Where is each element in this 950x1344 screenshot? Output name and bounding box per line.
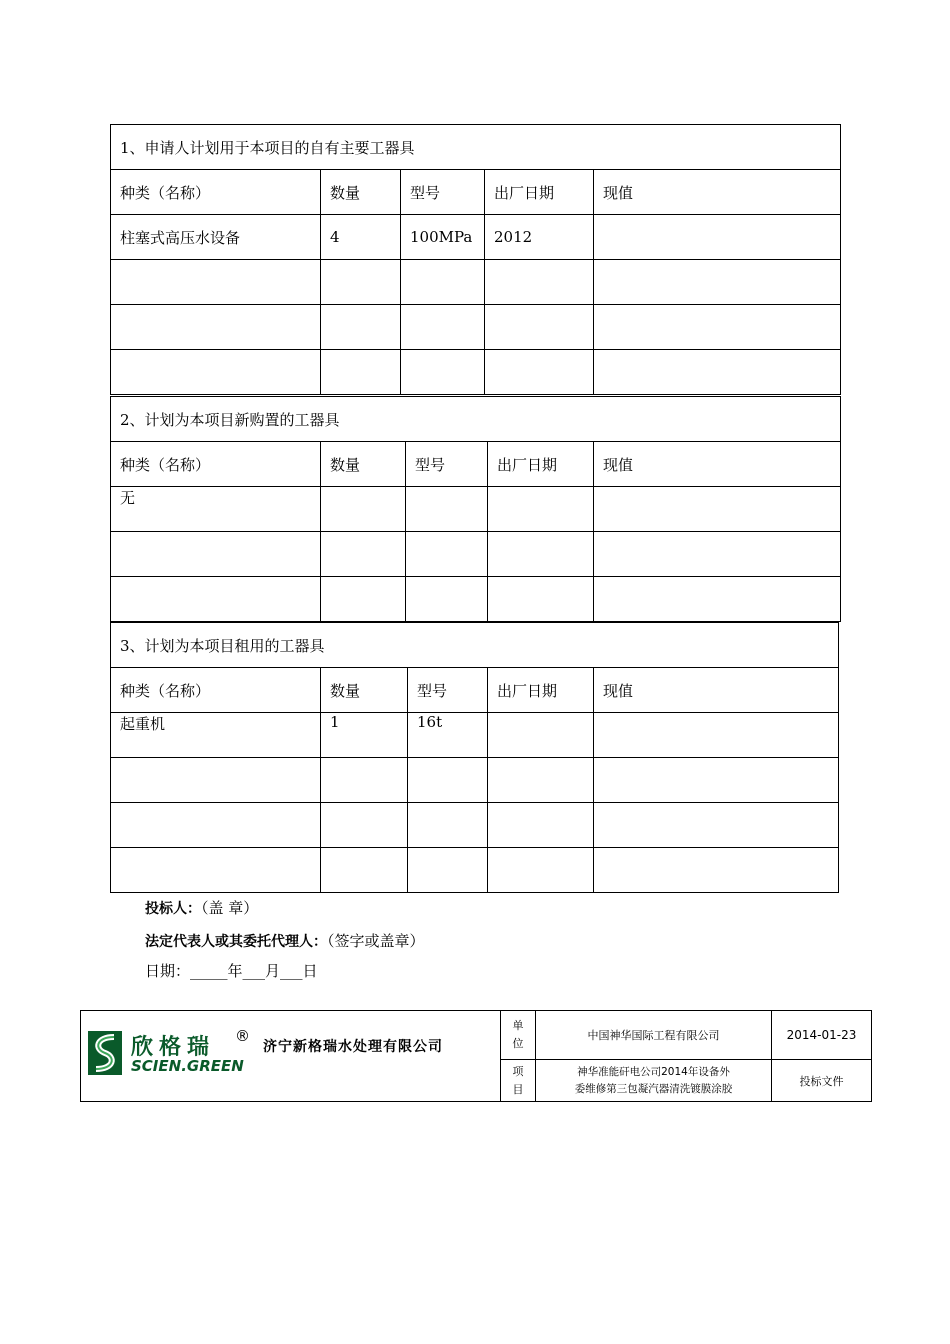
cell-date [488, 803, 594, 848]
cell-value [594, 305, 841, 350]
cell-date [488, 758, 594, 803]
header-model: 型号 [401, 170, 485, 215]
table-row [111, 803, 839, 848]
table-row [111, 758, 839, 803]
bidder-label: 投标人： [145, 901, 201, 917]
table-row [111, 260, 841, 305]
section3-title: 3、计划为本项目租用的工器具 [111, 623, 839, 668]
cell-name [111, 758, 321, 803]
table-header-row [111, 170, 841, 215]
cell-name [111, 305, 321, 350]
table-row [111, 848, 839, 893]
unit-label: 单位 [501, 1011, 536, 1060]
document-date: 2014-01-23 [772, 1011, 872, 1060]
cell-name: 无 [111, 487, 321, 532]
section3-table [110, 622, 839, 893]
header-model: 型号 [408, 668, 488, 713]
cell-model [408, 848, 488, 893]
registered-mark: ® [235, 1027, 250, 1045]
project-value-line2: 委维修第三包凝汽器清洗镀膜涂胶 [574, 1082, 733, 1095]
bidder-line [145, 897, 258, 918]
company-logo-icon [88, 1031, 122, 1075]
table-row [111, 713, 839, 758]
cell-name: 起重机 [111, 713, 321, 758]
header-name: 种类（名称） [111, 442, 321, 487]
cell-date [488, 713, 594, 758]
cell-qty [321, 803, 408, 848]
cell-model: 100MPa [401, 215, 485, 260]
cell-date [485, 260, 594, 305]
cell-value [594, 713, 839, 758]
cell-qty: 1 [321, 713, 408, 758]
page-footer [80, 1010, 872, 1102]
cell-value [594, 487, 841, 532]
cell-qty [321, 577, 406, 622]
cell-name [111, 577, 321, 622]
header-qty: 数量 [321, 170, 401, 215]
project-label: 项目 [501, 1060, 536, 1102]
project-value-line1: 神华准能矸电公司2014年设备外 [577, 1065, 730, 1078]
unit-value: 中国神华国际工程有限公司 [536, 1011, 772, 1060]
cell-date [488, 487, 594, 532]
cell-date [488, 577, 594, 622]
cell-qty [321, 350, 401, 395]
cell-date [488, 532, 594, 577]
cell-date [485, 305, 594, 350]
cell-model [401, 305, 485, 350]
bidder-note: （盖 章） [201, 899, 259, 917]
cell-model [406, 532, 488, 577]
cell-model [401, 260, 485, 305]
logo-cell [81, 1011, 501, 1102]
cell-model [408, 803, 488, 848]
cell-value [594, 577, 841, 622]
header-qty: 数量 [321, 442, 406, 487]
cell-qty [321, 848, 408, 893]
cell-value [594, 260, 841, 305]
header-value: 现值 [594, 668, 839, 713]
representative-note: （签字或盖章） [327, 932, 425, 950]
section1-title: 1、申请人计划用于本项目的自有主要工器具 [111, 125, 841, 170]
cell-name [111, 350, 321, 395]
cell-value [594, 803, 839, 848]
cell-qty [321, 260, 401, 305]
logo-text-cn: 欣格瑞 [131, 1035, 216, 1060]
cell-model [408, 758, 488, 803]
document-type: 投标文件 [772, 1060, 872, 1102]
table-row [111, 532, 841, 577]
header-qty: 数量 [321, 668, 408, 713]
cell-name [111, 532, 321, 577]
section1-table [110, 124, 841, 395]
header-value: 现值 [594, 442, 841, 487]
header-name: 种类（名称） [111, 170, 321, 215]
cell-value [594, 350, 841, 395]
header-date: 出厂日期 [485, 170, 594, 215]
date-line: 日期：_____年___月___日 [145, 962, 318, 980]
cell-qty [321, 758, 408, 803]
cell-value [594, 848, 839, 893]
cell-qty [321, 532, 406, 577]
representative-line [145, 930, 425, 951]
cell-qty [321, 305, 401, 350]
project-value [536, 1060, 772, 1102]
cell-name [111, 803, 321, 848]
cell-value [594, 532, 841, 577]
cell-model [406, 577, 488, 622]
header-date: 出厂日期 [488, 668, 594, 713]
cell-qty: 4 [321, 215, 401, 260]
cell-model [406, 487, 488, 532]
header-model: 型号 [406, 442, 488, 487]
header-value: 现值 [594, 170, 841, 215]
header-name: 种类（名称） [111, 668, 321, 713]
logo-text-en: SCIEN.GREEN [131, 1057, 244, 1075]
cell-model [401, 350, 485, 395]
section2-title: 2、计划为本项目新购置的工器具 [111, 397, 841, 442]
cell-model: 16t [408, 713, 488, 758]
cell-name [111, 260, 321, 305]
section2-table [110, 396, 841, 622]
company-name: 济宁新格瑞水处理有限公司 [263, 1039, 443, 1055]
table-row [111, 215, 841, 260]
table-row [111, 305, 841, 350]
table-row [111, 487, 841, 532]
cell-date: 2012 [485, 215, 594, 260]
representative-label: 法定代表人或其委托代理人： [145, 934, 327, 950]
cell-name [111, 848, 321, 893]
header-date: 出厂日期 [488, 442, 594, 487]
table-row [111, 577, 841, 622]
table-header-row [111, 442, 841, 487]
table-row [111, 350, 841, 395]
table-header-row [111, 668, 839, 713]
cell-value [594, 758, 839, 803]
cell-date [488, 848, 594, 893]
cell-name: 柱塞式高压水设备 [111, 215, 321, 260]
cell-value [594, 215, 841, 260]
cell-qty [321, 487, 406, 532]
cell-date [485, 350, 594, 395]
